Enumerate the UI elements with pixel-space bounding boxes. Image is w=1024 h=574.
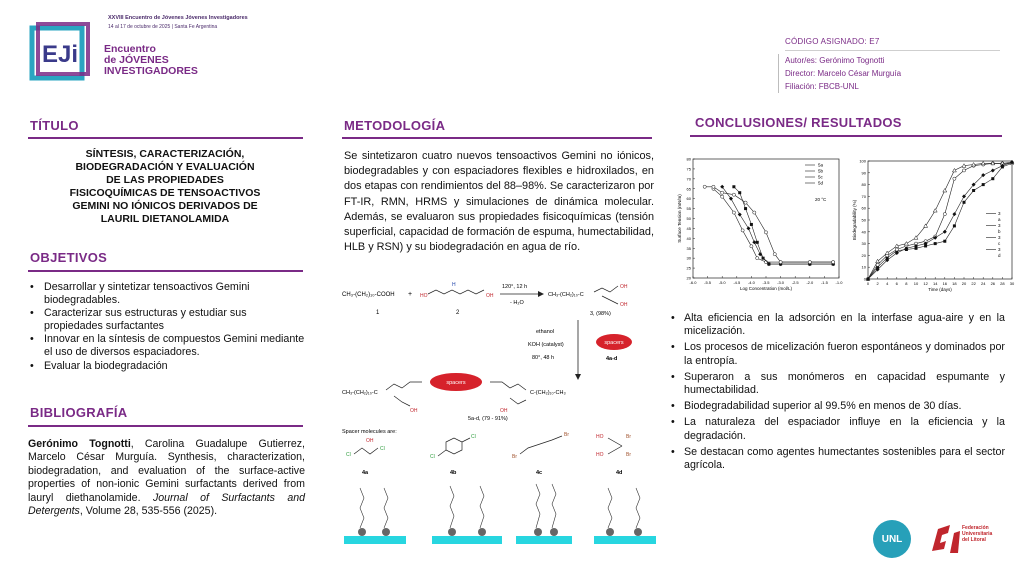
x-tick-label: -4.5: [733, 280, 741, 285]
oh-label: HO: [420, 293, 428, 299]
x-tick-label: 12: [923, 281, 928, 286]
x-tick-label: 4: [886, 281, 889, 286]
result-item: • Alta eficiencia en la adsorción en la interfase agua-aire y en la micelización.: [667, 312, 1005, 338]
data-point-5b: [741, 229, 744, 232]
title-section-header: TÍTULO: [30, 118, 79, 133]
spacer-4d-bond: [608, 446, 622, 454]
y-tick-label: 70: [861, 193, 866, 199]
data-point-5d: [753, 211, 756, 214]
br-label: Br: [626, 434, 631, 440]
y-tick-label: 40: [861, 229, 866, 235]
data-point-5d: [808, 261, 811, 264]
x-axis-label: Log Concentration (mol/L): [739, 286, 793, 291]
reactant-1-number: 1: [376, 310, 380, 316]
final-right-arm: [510, 398, 526, 404]
synthesis-scheme: [340, 278, 660, 548]
x-tick-label: -1.5: [820, 280, 828, 285]
y-tick-label: 30: [861, 241, 866, 247]
poster-title: [40, 148, 290, 226]
y-tick-label: 45: [686, 225, 691, 231]
x-tick-label: 26: [990, 281, 996, 286]
data-point-5a: [982, 183, 985, 186]
brand-line-3: INVESTIGADORES: [104, 65, 198, 77]
biodegradability-chart: [848, 153, 1018, 301]
bibliography-section-rule: [28, 425, 303, 427]
series-line-5d: [705, 187, 834, 262]
y-tick-label: 40: [686, 235, 691, 241]
x-tick-label: 10: [913, 281, 919, 286]
legend-label: 5b: [818, 168, 824, 174]
title-line: LAURIL DIETANOLAMIDA: [100, 213, 230, 225]
x-tick-label: -1.0: [835, 280, 843, 285]
x-tick-label: 16: [942, 281, 948, 286]
data-point-5b: [953, 177, 956, 180]
data-point-5d: [832, 261, 835, 264]
conditions-1a: 120°, 12 h: [502, 284, 528, 290]
y-tick-label: 20: [861, 252, 866, 258]
results-list: [667, 312, 1005, 475]
x-tick-label: 0: [866, 281, 870, 286]
x-tick-label: -5.0: [718, 280, 726, 285]
data-point-5b: [943, 213, 946, 216]
spacer-label-4b: 4b: [450, 470, 457, 476]
plot-frame: [868, 161, 1012, 279]
cl-label: Cl: [380, 446, 385, 452]
data-point-5b: [895, 248, 898, 251]
series-line-5b: [868, 163, 1012, 279]
x-tick-label: 14: [932, 281, 938, 286]
series-line-5c: [868, 162, 1012, 279]
data-point-5c: [738, 213, 742, 217]
objective-item: • Innovar en la síntesis de compuestos Gemini mediante el uso de diversos espaciadores.: [28, 333, 306, 359]
bib-journal: Journal of Surfactants and Detergents: [28, 491, 306, 518]
fedu-line: Federación: [962, 525, 989, 531]
results-section-header: CONCLUSIONES/ RESULTADOS: [695, 115, 902, 130]
surface-tension-chart: [675, 153, 843, 298]
x-tick-label: 28: [1000, 281, 1005, 286]
spacer-4c-structure: [520, 436, 562, 454]
data-point-5a: [732, 185, 735, 188]
legend-label: 3: [998, 247, 1001, 252]
data-point-5c: [943, 189, 947, 193]
x-tick-label: -3.5: [762, 280, 770, 285]
data-point-5d: [721, 191, 724, 194]
x-tick-label: -3.0: [777, 280, 785, 285]
bib-main-author: Gerónimo Tognotti: [28, 438, 131, 450]
y-tick-label: 60: [686, 196, 691, 202]
interface-layer: [516, 536, 572, 544]
x-tick-label: -2.5: [791, 280, 799, 285]
legend-label: c: [998, 241, 1001, 246]
legend-label: 3: [998, 211, 1001, 216]
data-point-5d: [712, 185, 715, 188]
final-left-chain: CH₃-(CH₂)₁₀-C: [342, 390, 378, 396]
y-tick-label: 100: [859, 158, 866, 164]
legend-label: 5a: [818, 162, 824, 168]
x-axis-label: Time (days): [928, 287, 952, 292]
logo-text: EJi: [41, 41, 79, 68]
data-point-5c: [933, 209, 937, 213]
data-point-5a: [943, 240, 946, 243]
y-axis-label: Biodegradability (%): [852, 199, 857, 241]
bibliography-section-header: BIBLIOGRAFÍA: [30, 405, 128, 420]
title-section-rule: [28, 137, 303, 139]
director-line: Director: Marcelo César Murguía: [785, 69, 902, 78]
oh-label: HO: [596, 452, 604, 458]
y-tick-label: 65: [686, 186, 691, 192]
title-line: FISICOQUÍMICAS DE TENSOACTIVOS: [69, 187, 261, 199]
series-line-5a: [868, 163, 1012, 279]
objectives-section-header: OBJETIVOS: [30, 250, 108, 265]
result-item: • Superaron a sus monómeros en capacidad espumante y humectabilidad.: [667, 371, 1005, 397]
product-1-number: 3, (98%): [590, 311, 611, 317]
legend-label: 5d: [818, 180, 824, 186]
plus-sign: +: [408, 291, 413, 298]
data-point-5d: [744, 201, 747, 204]
data-point-5a: [991, 177, 994, 180]
data-point-5d: [943, 230, 947, 234]
objective-item: • Desarrollar y sintetizar tensoactivos Gemini biodegradables.: [28, 281, 306, 307]
cl-label: Cl: [346, 452, 351, 458]
result-item: • La naturaleza del espaciador influye en la eficiencia y la degradación.: [667, 416, 1005, 442]
conditions-1b: - H₂O: [510, 300, 524, 306]
reaction-arrow-1-head: [538, 291, 544, 297]
br-label: Br: [626, 452, 631, 458]
data-point-5a: [972, 189, 975, 192]
data-point-5b: [732, 211, 735, 214]
chart-annotation: 20 °C: [815, 197, 827, 202]
data-point-5a: [744, 207, 747, 210]
x-tick-label: 18: [952, 281, 957, 286]
final-left-arm: [386, 382, 422, 390]
y-tick-label: 60: [861, 205, 866, 211]
product-1: CH₃-(CH₂)₁₀-C: [548, 292, 584, 298]
oh-label: OH: [410, 408, 418, 414]
bib-volume: , Volume 28, 535-556 (2025).: [79, 505, 218, 518]
cl-label: Cl: [471, 434, 476, 440]
assigned-code: CÓDIGO ASIGNADO: E7: [785, 37, 880, 46]
y-tick-label: 70: [686, 176, 691, 182]
bib-authors: , Carolina Guadalupe Gutierrez, Marcelo César Murguía. Synthesis, characterization, biodegradation, and evaluation of the surface-active properties of non-ionic Gemini surfactants derived from lauryl diethanolamide.: [28, 438, 305, 504]
title-line: GEMINI NO IÓNICOS DERIVADOS DE: [72, 200, 258, 212]
objective-item: • Evaluar la biodegradación: [28, 360, 306, 373]
data-point-5d: [773, 253, 776, 256]
data-point-5a: [953, 224, 956, 227]
data-point-5d: [991, 168, 995, 172]
eji-logo: [28, 22, 92, 84]
legend-label: 3: [998, 223, 1001, 228]
spacer-caption: Spacer molecules are:: [342, 429, 397, 435]
br-label: Br: [564, 432, 569, 438]
fedu-text: [962, 525, 992, 543]
methodology-text: Se sintetizaron cuatro nuevos tensoactivos Gemini no iónicos, biodegradables y con espaciadores flexibles e hidroxilados, en dos etapas con rendimientos del 88–98%. Se caracterizaron por FT-IR, RMN, HRMS y simulaciones de dinámica molecular. Además, se evaluaron sus propiedades fisicoquímicas (tensión superficial, capacidad de formación de espuma, humectabilidad, HLB y RSN) y su biodegradación en agua de río.: [344, 150, 654, 254]
methodology-section-header: METODOLOGÍA: [344, 118, 446, 133]
spacer-label-4a: 4a: [362, 470, 369, 476]
data-point-5d: [764, 231, 767, 234]
y-tick-label: 50: [861, 217, 866, 223]
spacer-label-4c: 4c: [536, 470, 543, 476]
y-tick-label: 30: [686, 255, 691, 261]
data-point-5c: [752, 240, 756, 244]
oh-label: HO: [596, 434, 604, 440]
final-product-number: 5a-d, (79 - 91%): [468, 416, 508, 422]
legend-label: a: [998, 217, 1001, 222]
x-tick-label: 2: [876, 281, 879, 286]
bibliography-entry: [28, 438, 305, 518]
result-item: • Los procesos de micelización fueron espontáneos y dominados por la entropía.: [667, 341, 1005, 367]
series-line-5d: [868, 162, 1012, 279]
x-tick-label: -2.0: [806, 280, 814, 285]
author-info: [778, 54, 901, 93]
data-point-5b: [756, 257, 759, 260]
data-point-5a: [750, 223, 753, 226]
data-point-5c: [904, 242, 908, 246]
data-point-5c: [924, 224, 928, 228]
interface-layer: [432, 536, 502, 544]
y-tick-label: 20: [686, 275, 691, 281]
objectives-section-rule: [28, 270, 303, 272]
y-tick-label: 25: [686, 265, 691, 271]
spacers-badge-label: spacers: [604, 340, 624, 346]
event-title: XXVIII Encuentro de Jóvenes Jóvenes Investigadores: [108, 15, 248, 21]
data-point-5b: [750, 245, 753, 248]
data-point-5c: [952, 168, 956, 172]
x-tick-label: -5.5: [704, 280, 712, 285]
data-point-5c: [720, 185, 724, 189]
result-item: • Biodegradabilidad superior al 99.5% en menos de 30 días.: [667, 400, 1005, 413]
oh-label: OH: [486, 293, 494, 299]
title-line: DE LAS PROPIEDADES: [106, 174, 224, 186]
molecular-models: [360, 484, 640, 528]
fedu-line: del Litoral: [962, 537, 986, 543]
spacer-4d-bond: [608, 438, 622, 446]
data-point-5b: [962, 169, 965, 172]
y-tick-label: 0: [863, 276, 866, 282]
data-point-5d: [779, 261, 782, 264]
oh-label: OH: [500, 408, 508, 414]
y-tick-label: 50: [686, 216, 691, 221]
interface-layer: [594, 536, 656, 544]
event-date: 14 al 17 de octubre de 2025 | Santa Fe Argentina: [108, 24, 218, 30]
legend-label: 5c: [818, 174, 823, 180]
data-point-5d: [732, 193, 735, 196]
objective-item: • Caracterizar sus estructuras y estudiar sus propiedades surfactantes: [28, 307, 306, 333]
reactant-1: CH₃-(CH₂)₁₀-COOH: [342, 292, 395, 298]
x-tick-label: -4.0: [747, 280, 755, 285]
x-tick-label: 30: [1009, 281, 1015, 286]
reaction-arrow-2-head: [575, 374, 581, 380]
code-divider: [785, 50, 1000, 51]
final-right-arm: [490, 382, 526, 390]
product-1-tail: [594, 286, 618, 292]
reactant-2-number: 2: [456, 310, 460, 316]
unl-logo: UNL: [873, 520, 911, 558]
reactant-2-structure: [428, 290, 484, 294]
spacer-4b-bond: [438, 450, 446, 456]
data-point-5b: [721, 195, 724, 198]
interface-layer: [344, 536, 406, 544]
brand-line-1: Encuentro: [104, 43, 156, 55]
nh-label: H: [452, 282, 456, 288]
data-point-5c: [746, 226, 750, 230]
x-tick-label: 6: [895, 281, 898, 286]
y-tick-label: 90: [861, 170, 866, 176]
conditions-2c: 80°, 48 h: [532, 355, 555, 361]
br-label: Br: [512, 454, 517, 460]
y-tick-label: 10: [861, 264, 866, 270]
authors-line: Autor/es: Gerónimo Tognotti: [785, 56, 885, 65]
affiliation-line: Filiación: FBCB-UNL: [785, 82, 859, 91]
y-tick-label: 80: [686, 156, 691, 162]
final-right-chain: C-(CH₂)₁₀-CH₃: [530, 390, 566, 396]
data-point-5a: [934, 242, 937, 245]
data-point-5a: [738, 191, 741, 194]
spacers-number: 4a-d: [606, 356, 618, 362]
data-point-5d: [952, 212, 956, 216]
data-point-5a: [963, 201, 966, 204]
brand-name: [104, 44, 198, 77]
spacer-4b-ring: [446, 438, 462, 454]
x-tick-label: 20: [961, 281, 967, 286]
spacer-4b-bond: [462, 438, 470, 442]
x-tick-label: 24: [980, 281, 986, 286]
results-section-rule: [690, 135, 1002, 137]
x-tick-label: 22: [971, 281, 976, 286]
spacer-label-4d: 4d: [616, 470, 623, 476]
spacer-4a-structure: [354, 448, 378, 454]
y-tick-label: 75: [686, 166, 691, 172]
oh-label: OH: [366, 438, 374, 444]
y-tick-label: 55: [686, 206, 691, 212]
data-point-5c: [885, 251, 889, 255]
objectives-list: [28, 281, 306, 373]
brand-line-2: de JÓVENES: [104, 54, 169, 66]
title-line: BIODEGRADACIÓN Y EVALUACIÓN: [75, 161, 255, 173]
result-item: • Se destacan como agentes humectantes sostenibles para el sector agrícola.: [667, 446, 1005, 472]
y-tick-label: 35: [686, 245, 691, 251]
fedu-line: Universitaria: [962, 531, 993, 537]
oh-label: OH: [620, 284, 628, 290]
conditions-2b: KOH (catalyst): [528, 342, 564, 348]
cl-label: Cl: [430, 454, 435, 460]
x-tick-label: -6.0: [689, 280, 697, 285]
spacers-center-label: spacers: [446, 380, 466, 386]
oh-label: OH: [620, 302, 628, 308]
head-groups: [358, 528, 642, 536]
conditions-2a: ethanol: [536, 329, 555, 335]
data-point-5c: [729, 197, 733, 201]
data-point-5d: [703, 185, 706, 188]
legend-label: b: [998, 229, 1001, 234]
legend-label: 3: [998, 235, 1001, 240]
x-tick-label: 8: [905, 281, 908, 286]
final-left-arm: [394, 396, 410, 406]
y-axis-label: Surface Tension (mN/m): [677, 194, 682, 243]
title-line: SÍNTESIS, CARACTERIZACIÓN,: [85, 148, 245, 160]
product-1-tail: [602, 296, 618, 304]
y-tick-label: 80: [861, 182, 866, 188]
methodology-section-rule: [342, 137, 652, 139]
legend-label: d: [998, 253, 1001, 258]
